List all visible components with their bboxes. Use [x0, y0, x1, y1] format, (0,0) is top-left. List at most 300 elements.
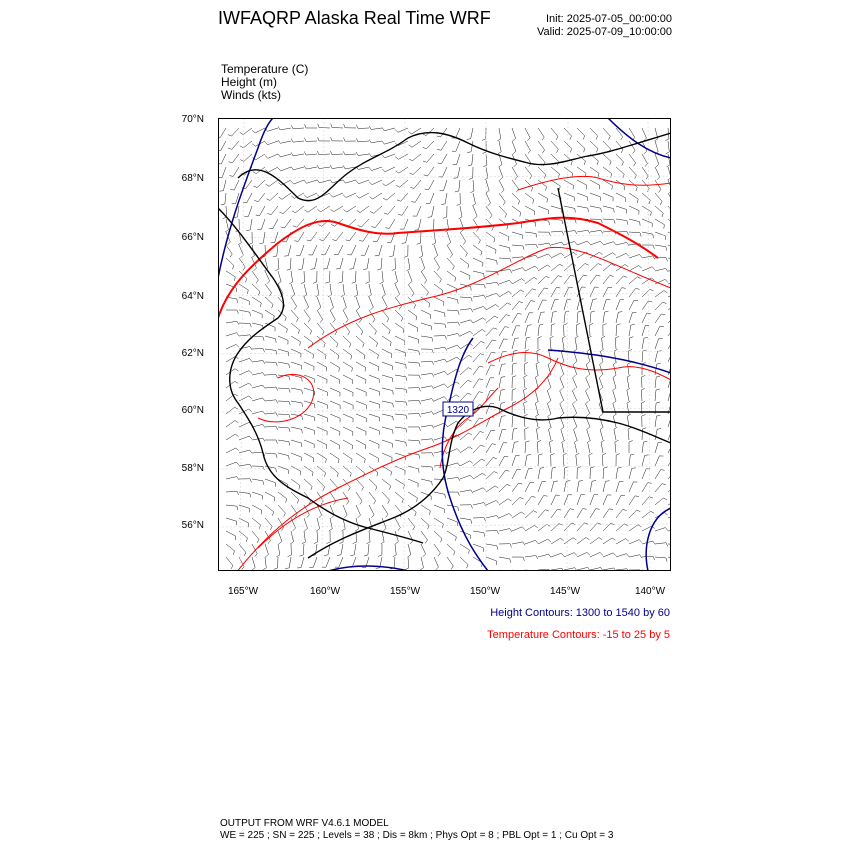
wind-barb: [577, 230, 590, 233]
wind-barb: [288, 544, 292, 557]
wind-barb: [590, 180, 600, 189]
wind-barb: [304, 414, 315, 421]
wind-barb: [577, 467, 581, 479]
wind-barb: [486, 328, 497, 336]
wind-barb: [616, 539, 629, 544]
wind-barb: [629, 288, 640, 297]
wind-barb: [226, 245, 232, 257]
wind-barb: [430, 219, 434, 231]
wind-barb: [551, 311, 557, 323]
wind-barb: [252, 505, 262, 514]
wind-barb: [369, 323, 376, 335]
wind-barb: [369, 349, 378, 359]
wind-barb: [586, 375, 590, 388]
lat-label-56: 56°N: [181, 520, 204, 531]
wind-barb: [315, 284, 318, 297]
wind-barb: [229, 154, 239, 163]
wind-barb: [271, 232, 278, 243]
wind-barb: [642, 441, 647, 453]
wind-barb: [284, 245, 291, 256]
wind-barb: [576, 453, 580, 466]
wind-barb: [278, 427, 290, 432]
wind-barb: [486, 486, 498, 492]
wind-barb: [276, 544, 279, 557]
wind-barb: [577, 154, 585, 165]
wind-barb: [499, 364, 506, 375]
temperature-contour-central: [308, 247, 671, 348]
wind-barb: [564, 252, 577, 258]
wind-barb: [356, 336, 364, 347]
wind-barb: [226, 356, 239, 362]
wind-barb: [577, 241, 590, 245]
wind-barb: [278, 388, 290, 393]
wind-barb: [590, 241, 603, 245]
wind-barb: [629, 555, 642, 558]
wind-barb: [304, 362, 314, 371]
wind-barb: [551, 538, 564, 544]
wind-barb: [317, 427, 327, 435]
wind-barb: [252, 518, 261, 529]
wind-barb: [323, 258, 330, 269]
wind-barb: [641, 388, 645, 401]
wind-barb: [499, 280, 512, 284]
wind-barb: [252, 310, 262, 318]
wind-barb: [628, 427, 632, 440]
wind-barb: [577, 480, 583, 492]
wind-barb: [499, 499, 511, 505]
wind-barb: [525, 141, 530, 154]
wind-barb: [589, 323, 593, 336]
wind-barb: [577, 180, 587, 189]
wind-barb: [460, 557, 468, 568]
wind-barb: [265, 154, 278, 158]
wind-barb: [218, 128, 226, 137]
wind-barb: [330, 165, 343, 168]
wind-barb: [616, 180, 625, 190]
wind-barb: [395, 414, 407, 419]
wind-barb: [655, 219, 664, 229]
wind-barb: [330, 375, 340, 384]
wind-barb: [240, 141, 252, 148]
wind-barb: [577, 311, 582, 323]
wind-barb: [499, 193, 505, 205]
wind-barb: [538, 206, 548, 214]
wind-barb: [538, 128, 544, 140]
wind-barb: [590, 167, 599, 177]
wind-barb: [325, 271, 330, 283]
wind-barb: [343, 297, 346, 310]
wind-barb: [243, 193, 252, 203]
wind-barb: [421, 412, 434, 415]
wind-barb: [303, 284, 306, 297]
lat-label-62: 62°N: [181, 348, 204, 359]
wind-barb: [642, 350, 647, 362]
wind-barb: [575, 336, 578, 349]
wind-barb: [486, 457, 497, 466]
wind-barb-field: [218, 124, 671, 571]
wind-barb: [499, 470, 509, 479]
wind-barb: [613, 388, 616, 401]
wind-barb: [290, 531, 293, 544]
coastline-bering: [218, 208, 423, 543]
wind-barb: [590, 495, 598, 505]
wind-barb: [389, 245, 395, 257]
wind-barb: [421, 453, 434, 457]
wind-barb: [408, 531, 413, 544]
wind-barb: [525, 468, 533, 479]
wind-barb: [572, 388, 577, 401]
wind-barb: [317, 479, 325, 491]
wind-barb: [642, 526, 655, 531]
wind-barb: [356, 138, 369, 142]
wind-barb: [616, 219, 628, 225]
wind-barb: [564, 311, 569, 323]
wind-barb: [228, 128, 239, 136]
wind-barb: [278, 492, 287, 503]
wind-barb: [573, 401, 577, 414]
wind-barb: [304, 466, 313, 476]
wind-barb: [421, 323, 432, 330]
wind-barb: [447, 245, 453, 258]
wind-barb: [395, 297, 401, 309]
wind-barb: [447, 531, 456, 541]
wind-barb: [590, 467, 594, 479]
wind-barb: [382, 349, 392, 358]
wind-barb: [308, 245, 317, 255]
init-time: Init: 2025-07-05_00:00:00: [546, 13, 672, 25]
wind-barb: [512, 469, 521, 479]
wind-barb: [473, 354, 484, 362]
wind-barb: [434, 518, 443, 528]
wind-barb: [655, 456, 663, 466]
wind-barb: [484, 167, 487, 180]
wind-barb: [421, 373, 434, 376]
wind-barb: [473, 341, 485, 349]
wind-barb: [291, 401, 303, 407]
wind-barb: [330, 388, 340, 396]
wind-barb: [483, 154, 487, 167]
wind-barb: [629, 324, 635, 336]
wind-barb: [410, 180, 421, 188]
wind-barb: [473, 392, 483, 401]
wind-barb: [392, 258, 396, 271]
wind-barb: [525, 525, 538, 531]
wind-barb: [415, 219, 421, 230]
wind-barb: [460, 461, 473, 466]
wind-barb: [304, 152, 317, 156]
wind-barb: [343, 388, 353, 396]
wind-barb: [275, 258, 279, 271]
wind-barb: [369, 336, 378, 347]
wind-barb: [292, 206, 304, 213]
wind-barb: [642, 325, 649, 336]
wind-barb: [590, 193, 600, 201]
wind-barb: [408, 271, 412, 284]
wind-barb: [226, 491, 239, 495]
wind-barb: [409, 167, 421, 175]
wind-barb: [395, 427, 407, 432]
wind-barb: [226, 477, 239, 480]
wind-barb: [460, 320, 473, 323]
wind-barb: [616, 193, 626, 202]
wind-barb: [560, 388, 564, 401]
wind-barb: [447, 557, 453, 569]
wind-barb: [460, 331, 473, 336]
wind-barb: [655, 279, 668, 284]
wind-barb: [564, 509, 574, 518]
wind-barb: [629, 525, 641, 531]
wind-barb: [343, 362, 352, 372]
wind-barb: [536, 427, 539, 440]
wind-barb: [525, 193, 534, 203]
wind-barb: [642, 375, 646, 388]
wind-barb: [642, 541, 655, 544]
wind-barb: [642, 219, 652, 227]
wind-barb: [291, 152, 304, 155]
wind-barb: [499, 339, 508, 349]
wind-barb: [447, 345, 460, 349]
wind-barb: [655, 484, 666, 492]
wind-barb: [499, 389, 505, 401]
wind-barb: [564, 323, 568, 336]
wind-barb: [590, 538, 602, 544]
wind-barb: [616, 141, 623, 153]
wind-barb: [304, 138, 317, 142]
wind-barb: [642, 414, 646, 427]
wind-barb: [350, 544, 356, 556]
wind-barb: [473, 518, 486, 522]
wind-barb: [577, 252, 590, 258]
wind-barb: [421, 466, 433, 471]
wind-barb: [408, 492, 417, 502]
wind-barb: [434, 505, 444, 513]
wind-barb: [562, 336, 565, 349]
wind-barb: [586, 362, 590, 375]
wind-barb: [382, 427, 393, 434]
wind-barb: [629, 154, 636, 166]
wind-barb: [616, 524, 628, 531]
wind-barb: [499, 514, 512, 518]
wind-barb: [239, 371, 252, 375]
wind-barb: [229, 167, 239, 176]
wind-barb: [319, 232, 330, 241]
wind-barb: [473, 295, 486, 298]
wind-barb: [304, 453, 314, 462]
wind-barb: [369, 505, 374, 518]
wind-barb: [473, 488, 486, 492]
wind-barb: [343, 180, 356, 183]
wind-barb: [346, 232, 356, 241]
wind-barb: [628, 362, 632, 375]
lat-label-68: 68°N: [181, 173, 204, 184]
wind-barb: [473, 431, 484, 440]
wind-barb: [470, 180, 474, 193]
wind-barb: [564, 180, 574, 189]
wind-barb: [239, 323, 251, 327]
wind-barb: [613, 414, 616, 427]
wind-barb: [616, 253, 629, 258]
wind-barb: [369, 388, 380, 396]
wind-barb: [629, 510, 640, 518]
wind-barb: [382, 414, 393, 420]
wind-barb: [291, 180, 304, 184]
wind-barb: [380, 271, 384, 284]
wind-barb: [336, 258, 343, 269]
wind-barb: [469, 167, 473, 179]
wind-barb: [655, 154, 659, 167]
wind-barb: [564, 231, 577, 234]
wind-barb: [499, 456, 508, 466]
wind-barb: [226, 258, 234, 269]
temperature-contour-west: [258, 374, 314, 422]
wind-barb: [434, 371, 447, 375]
wind-barb: [330, 310, 335, 323]
weather-map: [218, 118, 671, 571]
wind-barb: [655, 498, 667, 505]
wind-barb: [369, 466, 378, 476]
wind-barb: [447, 322, 460, 326]
wind-barb: [400, 219, 408, 229]
wind-barb: [564, 467, 568, 479]
wind-barb: [577, 193, 587, 201]
wind-barb: [457, 193, 461, 206]
wind-barb: [364, 544, 369, 556]
wind-barb: [525, 167, 532, 179]
wind-barb: [226, 271, 235, 281]
wind-barb: [434, 258, 440, 271]
wind-barb: [655, 389, 660, 401]
wind-barb: [459, 206, 462, 219]
wind-barb: [226, 381, 238, 388]
wind-barb: [301, 271, 305, 284]
wind-barb: [313, 271, 317, 283]
contour-label: 1320: [446, 405, 470, 416]
wind-barb: [265, 128, 278, 131]
wind-barb: [486, 340, 496, 349]
wind-barb: [473, 284, 485, 288]
wind-barb: [278, 362, 290, 368]
wind-barb: [382, 310, 389, 322]
wind-barb: [370, 206, 382, 213]
wind-barb: [278, 414, 290, 418]
wind-barb: [616, 300, 624, 310]
wind-barb: [538, 496, 548, 505]
wind-barb: [499, 557, 511, 563]
wind-barb: [629, 540, 642, 544]
wind-barb: [408, 400, 421, 404]
wind-barb: [421, 492, 431, 500]
wind-barb: [432, 232, 435, 245]
wind-barb: [655, 232, 665, 240]
wind-barb: [615, 336, 619, 349]
wind-barb: [486, 193, 491, 206]
wind-barb: [377, 258, 382, 270]
wind-barb: [562, 440, 565, 453]
wind-barb: [226, 518, 237, 525]
wind-barb: [629, 441, 633, 453]
wind-barb: [263, 557, 267, 570]
wind-barb: [434, 336, 447, 340]
wind-barb: [369, 414, 380, 421]
wind-barb: [421, 439, 434, 443]
wind-barb: [343, 310, 348, 323]
wind-barb: [473, 503, 486, 506]
wind-barb: [434, 492, 445, 498]
wind-barb: [382, 505, 388, 517]
wind-barb: [330, 427, 340, 436]
wind-barb: [524, 375, 528, 388]
wind-barb: [265, 141, 278, 145]
wind-barb: [564, 275, 574, 284]
wind-barb: [265, 387, 278, 391]
wind-barb: [421, 336, 433, 342]
wind-barb: [402, 232, 408, 243]
wind-barb: [299, 544, 304, 556]
wind-barb: [434, 397, 447, 401]
wind-barb: [382, 466, 391, 476]
wind-barb: [629, 265, 642, 271]
wind-barb: [629, 193, 638, 203]
wind-barb: [341, 284, 345, 297]
wind-barb: [551, 231, 564, 235]
wind-barb: [423, 154, 434, 162]
wind-barb: [370, 193, 382, 199]
wind-barb: [538, 312, 545, 323]
wind-barb: [577, 275, 587, 284]
wind-barb: [512, 245, 524, 250]
wind-barb: [291, 466, 301, 475]
wind-barb: [577, 523, 588, 531]
wind-barb: [317, 388, 327, 396]
wind-barb: [438, 154, 447, 164]
wind-barb: [590, 523, 601, 531]
wind-barb: [343, 440, 353, 449]
wind-barb: [590, 275, 600, 284]
wind-barb: [304, 427, 315, 435]
wind-barb: [408, 453, 420, 459]
legend-winds: Winds (kts): [221, 88, 281, 102]
wind-barb: [278, 440, 290, 446]
wind-barb: [655, 180, 661, 193]
wind-barb: [547, 401, 551, 414]
wind-barb: [305, 206, 317, 212]
wind-barb: [473, 271, 484, 278]
wind-barb: [538, 337, 542, 349]
wind-barb: [219, 180, 226, 191]
wind-barb: [655, 543, 668, 547]
wind-barb: [499, 429, 506, 440]
wind-barb: [473, 306, 486, 310]
wind-barb: [642, 511, 654, 518]
wind-barb: [383, 193, 395, 200]
wind-barb: [616, 312, 622, 323]
wind-barb: [330, 151, 343, 155]
wind-barb: [642, 483, 652, 492]
wind-barb: [356, 492, 362, 504]
wind-barb: [460, 490, 473, 493]
wind-barb: [642, 497, 653, 505]
wind-barb: [551, 242, 564, 245]
lat-label-64: 64°N: [181, 291, 204, 302]
wind-barb: [395, 323, 404, 333]
footer-model: OUTPUT FROM WRF V4.6.1 MODEL: [220, 818, 389, 829]
wind-barb: [460, 518, 472, 524]
lon-label-165: 165°W: [227, 586, 259, 597]
wind-barb: [642, 301, 652, 310]
wind-barb: [338, 271, 343, 283]
wind-barb: [586, 401, 590, 414]
wind-barb: [317, 336, 325, 347]
